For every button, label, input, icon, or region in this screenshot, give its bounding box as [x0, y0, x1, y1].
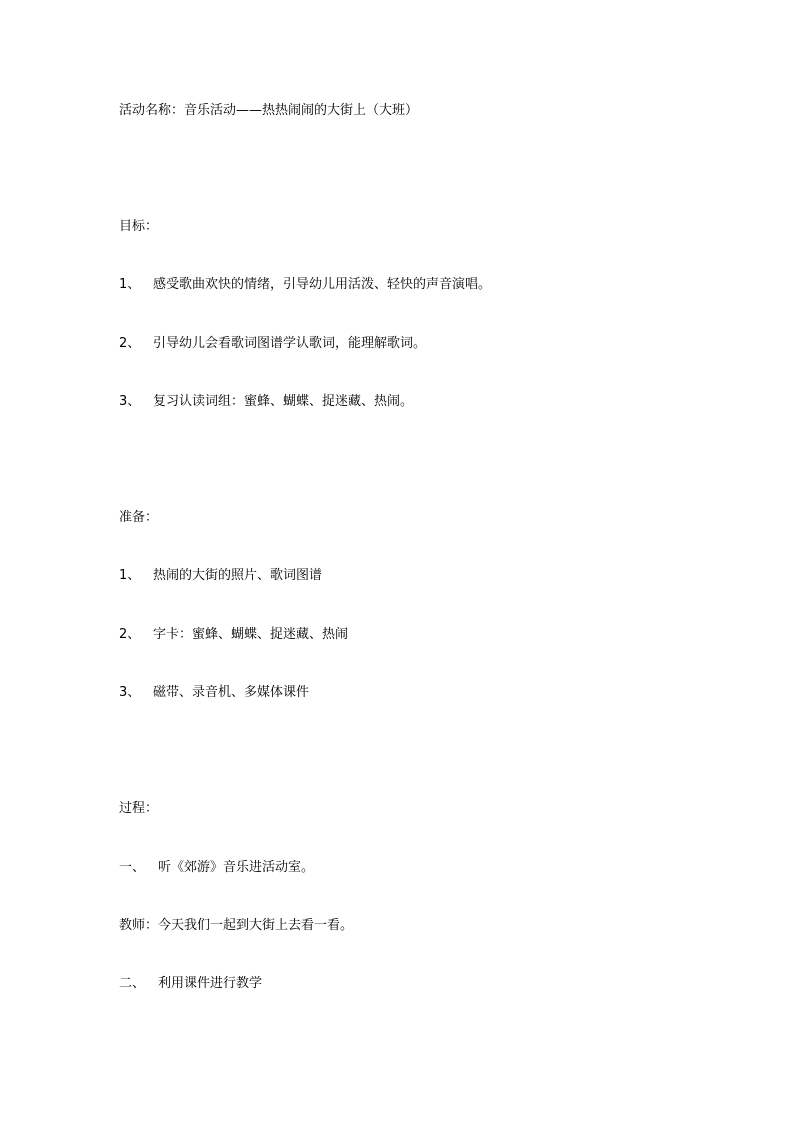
- goals-heading: 目标：: [119, 219, 159, 234]
- preparation-item: [119, 627, 348, 643]
- preparation-item-text: 字卡：蜜蜂、蝴蝶、捉迷藏、热闹: [153, 627, 349, 642]
- preparation-item-text: 磁带、录音机、多媒体课件: [153, 685, 310, 700]
- process-heading: 过程：: [119, 801, 159, 816]
- goal-item-number: 2、: [119, 336, 141, 351]
- process-step-text: 听《郊游》音乐进活动室。: [158, 860, 315, 875]
- process-step: [119, 976, 262, 992]
- goal-item: [119, 336, 426, 352]
- preparation-item: [119, 568, 322, 584]
- preparation-item-number: 3、: [119, 685, 141, 700]
- preparation-item-text: 热闹的大街的照片、歌词图谱: [153, 568, 323, 583]
- process-step-number: 一、: [119, 860, 146, 875]
- goal-item: [119, 277, 491, 293]
- process-step-text: 利用课件进行教学: [158, 976, 263, 991]
- preparation-item: [119, 685, 309, 701]
- process-step: [119, 860, 314, 876]
- process-step-number: 二、: [119, 976, 146, 991]
- goal-item-number: 3、: [119, 394, 141, 409]
- goal-item-text: 复习认读词组：蜜蜂、蝴蝶、捉迷藏、热闹。: [153, 394, 414, 409]
- goal-item-text: 引导幼儿会看歌词图谱学认歌词，能理解歌词。: [153, 336, 427, 351]
- goal-item: [119, 394, 413, 410]
- preparation-heading: 准备：: [119, 510, 159, 525]
- preparation-item-number: 2、: [119, 627, 141, 642]
- teacher-line: 教师：今天我们一起到大街上去看一看。: [119, 918, 354, 933]
- goal-item-text: 感受歌曲欢快的情绪，引导幼儿用活泼、轻快的声音演唱。: [153, 277, 492, 292]
- activity-title: 活动名称：音乐活动——热热闹闹的大街上（大班）: [119, 103, 419, 118]
- preparation-item-number: 1、: [119, 568, 141, 583]
- goal-item-number: 1、: [119, 277, 141, 292]
